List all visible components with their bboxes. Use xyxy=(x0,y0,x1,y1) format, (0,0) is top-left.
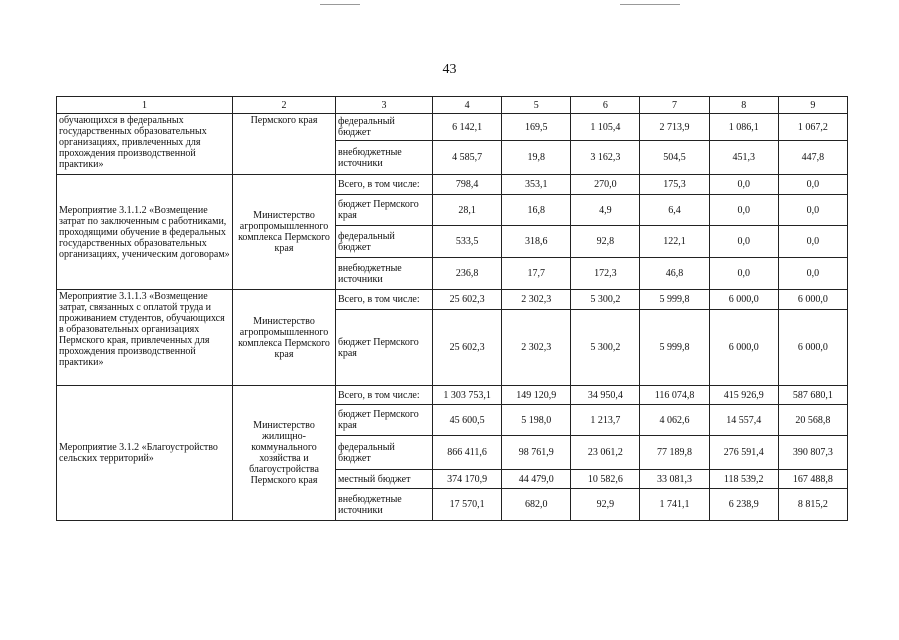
value-cell: 17,7 xyxy=(502,258,571,290)
value-cell: 34 950,4 xyxy=(571,386,640,405)
value-cell: 5 999,8 xyxy=(640,310,709,386)
value-cell: 20 568,8 xyxy=(778,405,847,436)
value-cell: 118 539,2 xyxy=(709,470,778,489)
value-cell: 14 557,4 xyxy=(709,405,778,436)
value-cell: 798,4 xyxy=(433,175,502,195)
value-cell: 169,5 xyxy=(502,114,571,141)
value-cell: 1 105,4 xyxy=(571,114,640,141)
source-cell: федеральный бюджет xyxy=(336,114,433,141)
executor-cell: Министерство агропромышленного комплекса Пермского края xyxy=(233,290,336,386)
value-cell: 33 081,3 xyxy=(640,470,709,489)
value-cell: 6 000,0 xyxy=(778,310,847,386)
value-cell: 6 000,0 xyxy=(778,290,847,310)
value-cell: 46,8 xyxy=(640,258,709,290)
measure-cell: обучающихся в федеральных государственных образовательных организациях, привлеченных для прохождения производственной практики» xyxy=(57,114,233,175)
table-row xyxy=(57,114,848,141)
value-cell: 6 000,0 xyxy=(709,290,778,310)
executor-cell: Министерство жилищно-коммунального хозяйства и благоустройства Пермского края xyxy=(233,386,336,521)
value-cell: 116 074,8 xyxy=(640,386,709,405)
source-cell: местный бюджет xyxy=(336,470,433,489)
value-cell: 533,5 xyxy=(433,226,502,258)
value-cell: 353,1 xyxy=(502,175,571,195)
column-header: 4 xyxy=(433,97,502,114)
column-header: 2 xyxy=(233,97,336,114)
value-cell: 0,0 xyxy=(778,195,847,226)
source-cell: бюджет Пермского края xyxy=(336,405,433,436)
page-number: 43 xyxy=(442,62,457,77)
value-cell: 44 479,0 xyxy=(502,470,571,489)
source-cell: Всего, в том числе: xyxy=(336,386,433,405)
value-cell: 16,8 xyxy=(502,195,571,226)
value-cell: 77 189,8 xyxy=(640,436,709,470)
value-cell: 92,8 xyxy=(571,226,640,258)
measure-cell: Мероприятие 3.1.1.2 «Возмещение затрат по заключенным с работниками, проходящими обучение в федеральных государственных образовательных организациях, ученическим договорам» xyxy=(57,175,233,290)
value-cell: 98 761,9 xyxy=(502,436,571,470)
source-cell: федеральный бюджет xyxy=(336,436,433,470)
value-cell: 390 807,3 xyxy=(778,436,847,470)
value-cell: 1 741,1 xyxy=(640,489,709,521)
value-cell: 1 213,7 xyxy=(571,405,640,436)
value-cell: 318,6 xyxy=(502,226,571,258)
value-cell: 504,5 xyxy=(640,141,709,175)
value-cell: 276 591,4 xyxy=(709,436,778,470)
scan-mark xyxy=(320,4,360,5)
source-cell: Всего, в том числе: xyxy=(336,175,433,195)
value-cell: 451,3 xyxy=(709,141,778,175)
value-cell: 2 302,3 xyxy=(502,290,571,310)
column-header: 9 xyxy=(778,97,847,114)
value-cell: 5 300,2 xyxy=(571,290,640,310)
value-cell: 2 713,9 xyxy=(640,114,709,141)
column-header: 8 xyxy=(709,97,778,114)
value-cell: 5 198,0 xyxy=(502,405,571,436)
value-cell: 19,8 xyxy=(502,141,571,175)
value-cell: 23 061,2 xyxy=(571,436,640,470)
value-cell: 8 815,2 xyxy=(778,489,847,521)
measure-cell: Мероприятие 3.1.1.3 «Возмещение затрат, связанных с оплатой труда и проживанием студентов, обучающихся в образовательных организациях Пермского края, привлеченных для прохождения производственной практики» xyxy=(57,290,233,386)
value-cell: 682,0 xyxy=(502,489,571,521)
value-cell: 236,8 xyxy=(433,258,502,290)
value-cell: 374 170,9 xyxy=(433,470,502,489)
executor-cell: Министерство агропромышленного комплекса Пермского края xyxy=(233,175,336,290)
table-row xyxy=(57,290,848,310)
value-cell: 5 999,8 xyxy=(640,290,709,310)
value-cell: 4,9 xyxy=(571,195,640,226)
value-cell: 25 602,3 xyxy=(433,310,502,386)
column-header: 6 xyxy=(571,97,640,114)
column-header: 3 xyxy=(336,97,433,114)
value-cell: 1 086,1 xyxy=(709,114,778,141)
value-cell: 28,1 xyxy=(433,195,502,226)
value-cell: 1 067,2 xyxy=(778,114,847,141)
value-cell: 587 680,1 xyxy=(778,386,847,405)
value-cell: 167 488,8 xyxy=(778,470,847,489)
table-row xyxy=(57,175,848,195)
source-cell: внебюджетные источники xyxy=(336,258,433,290)
value-cell: 4 585,7 xyxy=(433,141,502,175)
value-cell: 172,3 xyxy=(571,258,640,290)
value-cell: 4 062,6 xyxy=(640,405,709,436)
source-cell: федеральный бюджет xyxy=(336,226,433,258)
value-cell: 6,4 xyxy=(640,195,709,226)
value-cell: 10 582,6 xyxy=(571,470,640,489)
value-cell: 0,0 xyxy=(709,226,778,258)
value-cell: 2 302,3 xyxy=(502,310,571,386)
value-cell: 17 570,1 xyxy=(433,489,502,521)
column-header: 1 xyxy=(57,97,233,114)
measure-cell: Мероприятие 3.1.2 «Благоустройство сельских территорий» xyxy=(57,386,233,521)
source-cell: бюджет Пермского края xyxy=(336,195,433,226)
source-cell: внебюджетные источники xyxy=(336,141,433,175)
value-cell: 92,9 xyxy=(571,489,640,521)
value-cell: 6 238,9 xyxy=(709,489,778,521)
source-cell: внебюджетные источники xyxy=(336,489,433,521)
value-cell: 122,1 xyxy=(640,226,709,258)
value-cell: 6 000,0 xyxy=(709,310,778,386)
value-cell: 866 411,6 xyxy=(433,436,502,470)
value-cell: 25 602,3 xyxy=(433,290,502,310)
executor-cell: Пермского края xyxy=(233,114,336,175)
value-cell: 0,0 xyxy=(778,226,847,258)
value-cell: 6 142,1 xyxy=(433,114,502,141)
budget-table xyxy=(56,96,848,521)
table-row xyxy=(57,386,848,405)
value-cell: 45 600,5 xyxy=(433,405,502,436)
value-cell: 5 300,2 xyxy=(571,310,640,386)
value-cell: 149 120,9 xyxy=(502,386,571,405)
value-cell: 415 926,9 xyxy=(709,386,778,405)
value-cell: 0,0 xyxy=(709,195,778,226)
value-cell: 0,0 xyxy=(778,258,847,290)
value-cell: 3 162,3 xyxy=(571,141,640,175)
header-row xyxy=(57,97,848,114)
value-cell: 0,0 xyxy=(778,175,847,195)
source-cell: бюджет Пермского края xyxy=(336,310,433,386)
value-cell: 447,8 xyxy=(778,141,847,175)
value-cell: 0,0 xyxy=(709,175,778,195)
source-cell: Всего, в том числе: xyxy=(336,290,433,310)
scan-mark xyxy=(620,4,680,5)
column-header: 5 xyxy=(502,97,571,114)
value-cell: 0,0 xyxy=(709,258,778,290)
value-cell: 1 303 753,1 xyxy=(433,386,502,405)
value-cell: 175,3 xyxy=(640,175,709,195)
column-header: 7 xyxy=(640,97,709,114)
value-cell: 270,0 xyxy=(571,175,640,195)
